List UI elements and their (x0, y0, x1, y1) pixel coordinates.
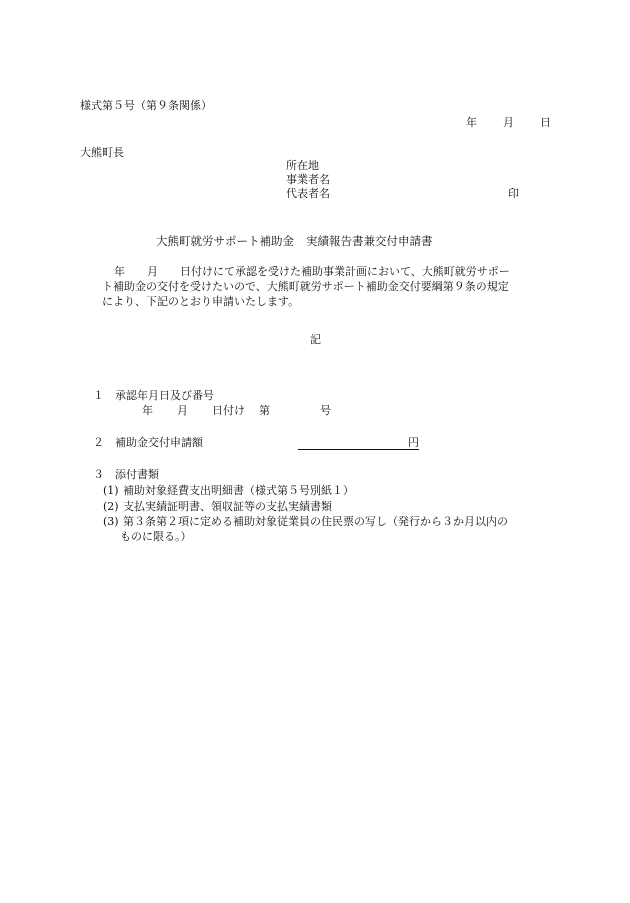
title-part2: 実績報告書兼交付申請書 (306, 234, 433, 248)
body-line-3: により、下記のとおり申請いたします。 (102, 295, 300, 308)
attachment-item (103, 515, 508, 529)
body-year: 年 (114, 265, 125, 278)
representative-label: 代表者名 (286, 187, 330, 200)
attachment-number: (2) (103, 500, 119, 513)
date-year: 年 (466, 116, 477, 129)
attachment-text: 支払実績証明書、領収証等の支払実績書類 (123, 500, 332, 513)
item-1-heading (93, 389, 214, 403)
approval-no-prefix: 第 (259, 404, 270, 417)
attachment-item (103, 500, 332, 514)
body-month: 月 (147, 265, 158, 278)
applicant-block (286, 159, 330, 201)
body-line-1-text: 日付けにて承認を受けた補助事業計画において、大熊町就労サポー (180, 265, 510, 278)
attachment-item (103, 484, 354, 498)
document-title (156, 234, 433, 248)
date-month: 月 (503, 116, 514, 129)
approval-date-suffix: 日付け (212, 404, 245, 417)
amount-unit: 円 (408, 436, 419, 449)
ki-heading: 記 (310, 333, 321, 346)
item-1-number: １ (93, 389, 104, 402)
title-part1: 大熊町就労サポート補助金 (156, 234, 294, 248)
amount-field[interactable] (298, 436, 419, 450)
attachment-number: (3) (103, 515, 119, 528)
item-3-label: 添付書類 (115, 468, 159, 481)
amount-blank-line[interactable] (298, 436, 408, 450)
form-number: 様式第５号（第９条関係） (80, 99, 212, 112)
attachment-3-continued: ものに限る。） (120, 530, 192, 543)
address-label: 所在地 (286, 159, 319, 172)
business-name-label: 事業者名 (286, 173, 330, 186)
body-line-1 (96, 264, 556, 279)
addressee: 大熊町長 (80, 146, 124, 159)
item-2-heading (93, 436, 203, 450)
attachment-number: (1) (103, 484, 119, 497)
item-1-approval-line (142, 404, 331, 418)
date-line (466, 116, 551, 130)
approval-year: 年 (142, 404, 153, 417)
item-2-number: ２ (93, 436, 104, 449)
seal-mark: 印 (508, 187, 519, 200)
attachment-text: 第３条第２項に定める補助対象従業員の住民票の写し（発行から３か月以内の (123, 515, 508, 528)
approval-no-suffix: 号 (320, 404, 331, 417)
attachment-text: 補助対象経費支出明細書（様式第５号別紙１） (123, 484, 354, 497)
item-1-label: 承認年月日及び番号 (115, 389, 214, 402)
date-day: 日 (540, 116, 551, 129)
approval-month: 月 (177, 404, 188, 417)
item-3-heading (93, 468, 159, 482)
item-3-number: ３ (93, 468, 104, 481)
body-line-2: ト補助金の交付を受けたいので、大熊町就労サポート補助金交付要綱第９条の規定 (102, 280, 509, 293)
item-2-label: 補助金交付申請額 (115, 436, 203, 449)
body-paragraph (96, 264, 556, 309)
